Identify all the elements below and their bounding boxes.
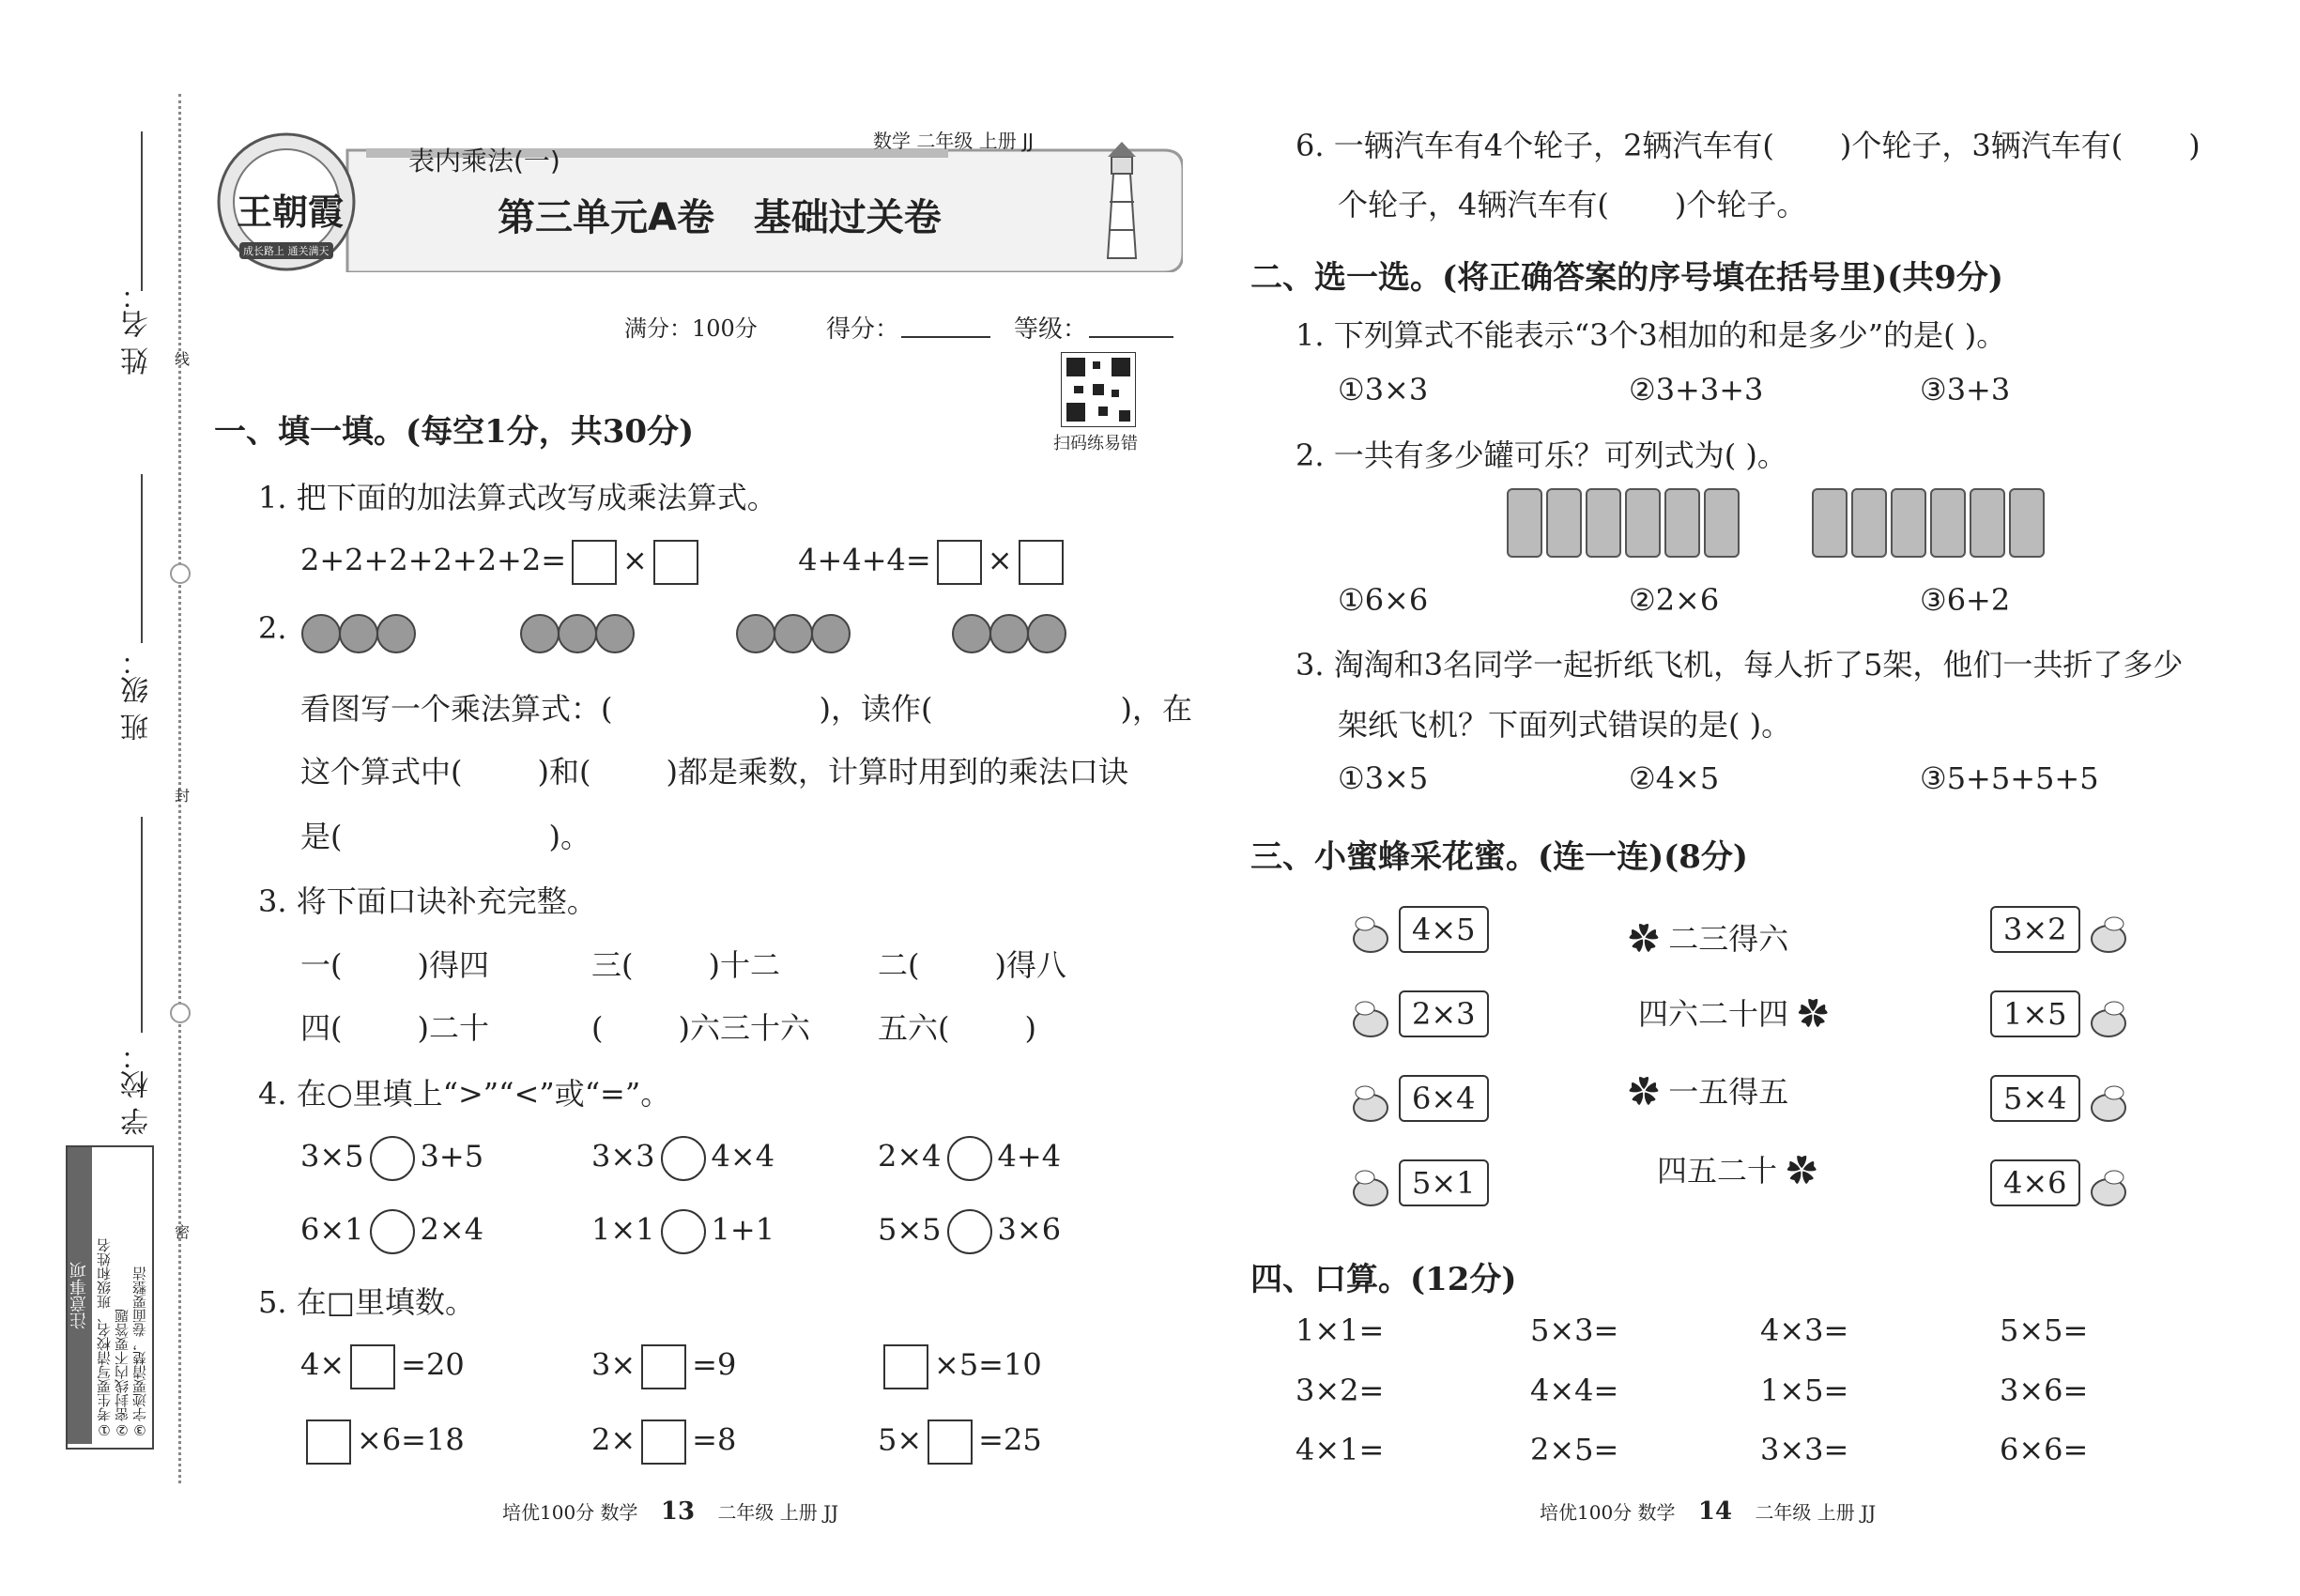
answer-box[interactable] — [306, 1420, 351, 1465]
q5-item: ×6=18 — [300, 1420, 465, 1465]
bee-card-right[interactable]: 5×4 — [1990, 1075, 2137, 1127]
bee-icon — [1342, 999, 1399, 1042]
bee-card-left[interactable]: 5×1 — [1342, 1159, 1489, 1211]
q3-row-2: ( )六三十六 — [591, 1010, 810, 1046]
answer-box[interactable] — [937, 540, 982, 585]
notes-text: ①考生要写清校名、班级和姓名 ②密封线内不要答题 ③字迹要清楚，卷面要整洁 — [96, 1238, 148, 1438]
binding-ring-icon — [170, 1003, 191, 1023]
q2-line2: 这个算式中( )和( )都是乘数，计算时用到的乘法口诀 — [300, 754, 1128, 790]
mental-math-item[interactable]: 2×5= — [1530, 1432, 1619, 1467]
section-2-title: 二、选一选。(将正确答案的序号填在括号里)(共9分) — [1250, 259, 2004, 297]
q4-item: 6×1 2×4 — [300, 1209, 483, 1254]
q6-line1: 6. 一辆汽车有4个轮子，2辆汽车有( )个轮子，3辆汽车有( ) — [1296, 128, 2200, 163]
option[interactable]: ①6×6 — [1338, 582, 1429, 618]
cola-cans-group — [1507, 488, 1743, 561]
page-header — [216, 131, 1183, 272]
section-4-title: 四、口算。(12分) — [1250, 1261, 1517, 1298]
book-meta: 数学 二年级 上册 JJ — [873, 130, 1034, 152]
seal-char: 密 — [175, 1223, 191, 1241]
bee-card-left[interactable]: 6×4 — [1342, 1075, 1489, 1127]
bee-icon — [2080, 999, 2137, 1042]
answer-box[interactable] — [928, 1420, 973, 1465]
flower-phrase[interactable]: ✿ 二三得六 — [1629, 921, 1789, 957]
brand-slogan: 成长路上 通关满天 — [239, 242, 333, 259]
page-title: 第三单元A卷 基础过关卷 — [498, 196, 942, 239]
compare-circle[interactable] — [947, 1209, 992, 1254]
binding-ring-icon — [170, 563, 191, 584]
s2-q3-line1: 3. 淘淘和3名同学一起折纸飞机，每人折了5架，他们一共折了多少 — [1296, 647, 2184, 683]
school-line — [141, 817, 143, 1033]
q5-item: 5× =25 — [878, 1420, 1042, 1465]
mental-math-item[interactable]: 4×4= — [1530, 1373, 1619, 1408]
compare-circle[interactable] — [370, 1136, 415, 1181]
bee-icon — [1342, 1083, 1399, 1127]
answer-box[interactable] — [350, 1344, 395, 1389]
bee-card-right[interactable]: 3×2 — [1990, 906, 2137, 958]
bee-icon — [2080, 914, 2137, 958]
flower-phrase[interactable]: 四六二十四 ✿ — [1638, 996, 1829, 1032]
flower-icon: ✿ — [1629, 921, 1669, 957]
bee-icon — [1342, 914, 1399, 958]
answer-box[interactable] — [653, 540, 698, 585]
bee-icon — [2080, 1168, 2137, 1211]
q3-row-1: 二( )得八 — [878, 947, 1066, 983]
section-3-title: 三、小蜜蜂采花蜜。(连一连)(8分) — [1250, 838, 1749, 876]
cola-cans-group — [1812, 488, 2048, 561]
grade-field[interactable] — [1089, 336, 1173, 338]
mental-math-item[interactable]: 5×3= — [1530, 1312, 1619, 1348]
option[interactable]: ②2×6 — [1629, 582, 1720, 618]
topic-label: 表内乘法(一) — [408, 146, 560, 176]
score-label: 得分： — [826, 315, 900, 344]
q3-row-1: 一( )得四 — [300, 947, 489, 983]
notes-box — [66, 1145, 154, 1450]
school-label: 学 校： — [121, 1042, 154, 1136]
bee-card-right[interactable]: 4×6 — [1990, 1159, 2137, 1211]
mental-math-item[interactable]: 3×3= — [1760, 1432, 1849, 1467]
q3-row-2: 五六( ) — [878, 1010, 1036, 1046]
option[interactable]: ②3+3+3 — [1629, 372, 1764, 407]
answer-box[interactable] — [572, 540, 617, 585]
mental-math-item[interactable]: 1×5= — [1760, 1373, 1849, 1408]
q4-item: 1×1 1+1 — [591, 1209, 774, 1254]
answer-box[interactable] — [883, 1344, 928, 1389]
brand-logo: 王朝霞 — [237, 191, 345, 233]
binding-strip — [0, 0, 191, 1596]
bee-icon — [1342, 1168, 1399, 1211]
seal-char: 线 — [175, 350, 191, 368]
s2-q1-stem: 1. 下列算式不能表示“3个3相加的和是多少”的是( )。 — [1296, 317, 2007, 353]
class-line — [141, 474, 143, 643]
compare-circle[interactable] — [661, 1209, 706, 1254]
option[interactable]: ③5+5+5+5 — [1920, 760, 2099, 796]
flower-icon: ✿ — [1777, 1153, 1817, 1189]
q3-stem: 3. 将下面口诀补充完整。 — [258, 883, 597, 919]
mental-math-item[interactable]: 1×1= — [1296, 1312, 1385, 1348]
q2-number: 2. — [258, 610, 287, 646]
compare-circle[interactable] — [947, 1136, 992, 1181]
apple-groups-illustration — [300, 601, 1070, 657]
footer-right: 培优100分 数学 14 二年级 上册 JJ — [1540, 1497, 1877, 1526]
flower-icon: ✿ — [1788, 996, 1829, 1032]
q6-line2: 个轮子，4辆汽车有( )个轮子。 — [1338, 187, 1807, 223]
page-number: 14 — [1697, 1497, 1733, 1526]
mental-math-item[interactable]: 5×5= — [2000, 1312, 2089, 1348]
option[interactable]: ①3×5 — [1338, 760, 1429, 796]
bee-card-left[interactable]: 4×5 — [1342, 906, 1489, 958]
name-label: 姓 名： — [121, 282, 154, 376]
q5-item: 2× =8 — [591, 1420, 736, 1465]
q4-item: 3×3 4×4 — [591, 1136, 774, 1181]
bee-card-right[interactable]: 1×5 — [1990, 990, 2137, 1042]
q1-row: 2+2+2+2+2+2= × 4+4+4= × — [300, 540, 1069, 585]
q2-line3: 是( )。 — [300, 819, 590, 854]
q5-stem: 5. 在□里填数。 — [258, 1284, 475, 1320]
notes-title: 注意事项 — [68, 1147, 92, 1444]
section-1-title: 一、填一填。(每空1分，共30分) — [214, 413, 695, 451]
compare-circle[interactable] — [370, 1209, 415, 1254]
qr-caption: 扫码练易错 — [1053, 434, 1138, 453]
q4-stem: 4. 在○里填上“>”“<”或“=”。 — [258, 1076, 671, 1112]
option[interactable]: ③3+3 — [1920, 372, 2011, 407]
footer-left: 培优100分 数学 13 二年级 上册 JJ — [502, 1497, 839, 1526]
q5-item: 3× =9 — [591, 1344, 736, 1389]
option[interactable]: ③6+2 — [1920, 582, 2011, 618]
q4-item: 3×5 3+5 — [300, 1136, 483, 1181]
bee-icon — [2080, 1083, 2137, 1127]
flower-phrase[interactable]: 四五二十 ✿ — [1657, 1153, 1817, 1189]
class-label: 班 级： — [121, 648, 154, 742]
answer-box[interactable] — [1019, 540, 1064, 585]
mental-math-item[interactable]: 4×3= — [1760, 1312, 1849, 1348]
option[interactable]: ②4×5 — [1629, 760, 1720, 796]
q3-row-1: 三( )十二 — [591, 947, 780, 983]
seal-char: 封 — [175, 787, 191, 805]
option[interactable]: ①3×3 — [1338, 372, 1429, 407]
q4-item: 2×4 4+4 — [878, 1136, 1061, 1181]
q4-item: 5×5 3×6 — [878, 1209, 1061, 1254]
q2-line1: 看图写一个乘法算式：( )，读作( )，在 — [300, 691, 1192, 727]
grade-label: 等级： — [1014, 315, 1088, 344]
name-line — [141, 131, 143, 291]
bee-card-left[interactable]: 2×3 — [1342, 990, 1489, 1042]
mental-math-item[interactable]: 3×6= — [2000, 1373, 2089, 1408]
mental-math-item[interactable]: 4×1= — [1296, 1432, 1385, 1467]
s2-q3-line2: 架纸飞机？下面列式错误的是( )。 — [1338, 707, 1792, 743]
answer-box[interactable] — [641, 1344, 686, 1389]
q5-item: ×5=10 — [878, 1344, 1042, 1389]
compare-circle[interactable] — [661, 1136, 706, 1181]
full-score: 满分：100分 — [624, 315, 758, 342]
qr-code-icon[interactable] — [1061, 352, 1136, 427]
q5-item: 4× =20 — [300, 1344, 465, 1389]
flower-icon: ✿ — [1629, 1074, 1669, 1110]
mental-math-item[interactable]: 3×2= — [1296, 1373, 1385, 1408]
answer-box[interactable] — [641, 1420, 686, 1465]
score-field[interactable] — [901, 336, 990, 338]
lighthouse-icon — [1089, 136, 1155, 268]
q1-stem: 1. 把下面的加法算式改写成乘法算式。 — [258, 480, 777, 515]
q3-row-2: 四( )二十 — [300, 1010, 489, 1046]
page-number: 13 — [660, 1497, 696, 1526]
mental-math-item[interactable]: 6×6= — [2000, 1432, 2089, 1467]
s2-q2-stem: 2. 一共有多少罐可乐？可列式为( )。 — [1296, 437, 1787, 473]
flower-phrase[interactable]: ✿ 一五得五 — [1629, 1074, 1789, 1110]
